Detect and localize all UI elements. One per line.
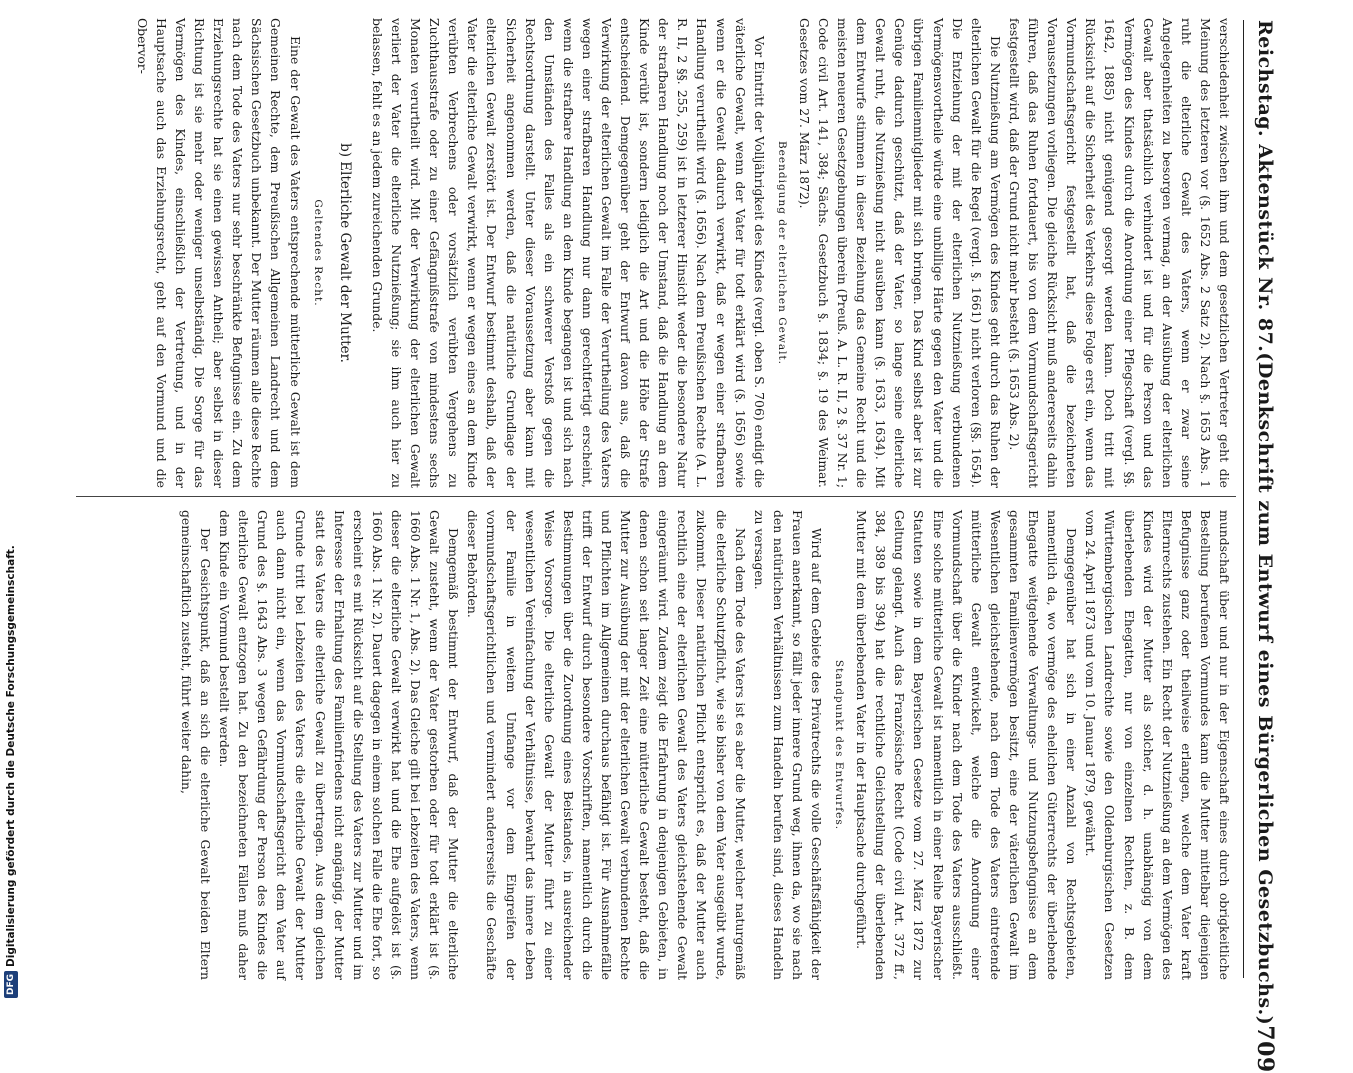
paragraph: mundschaft über und nur in der Eigenschaft eines durch obrigkeitliche Bestellung berufenen Vormundes kann die Mutter mittelbar diejenigen Befugnisse ganz oder theilweise erlangen, welche dem Vater kraft Elternrechts zustehen. Ein Recht der Nutznießung an dem Vermögen des Kindes wird der Mutter als solcher, d. h. unabhängig von dem überlebenden Ehegatten, nur von einzelnen Rechten, z. B. dem Württembergischen Landrechte sowie den Oldenburgischen Gesetzen vom 24. April 1873 und vom 10. Januar 1879, gewährt. (1083, 510, 1232, 980)
paragraph: Demgemäß bestimmt der Entwurf, daß der Mutter die elterliche Gewalt zusteht, wenn der Vater gestorben oder für todt erklärt ist (§. 1660 Abs. 1 Nr. 1, Abs. 2). Das Gleiche gilt bei Lebzeiten des Vaters, wenn dieser die elterliche Gewalt verwirkt hat und die Ehe aufgelöst ist (§. 1660 Abs. 1 Nr. 2). Dauert dagegen in einem solchen Falle die Ehe fort, so erscheint es mit Rücksicht auf die Stellung des Vaters zur Mutter und im Interesse der Erhaltung des Familienfriedens nicht angängig, der Mutter statt des Vaters die elterliche Gewalt zu übertragen. Aus dem gleichen Grunde tritt bei Lebzeiten des Vaters die elterliche Gewalt der Mutter auch dann nicht ein, wenn das Vormundschaftsgericht dem Vater auf Grund des §. 1643 Abs. 3 wegen Gefährdung der Person des Kindes die elterliche Gewalt entzogen hat. Zu den bezeichneten Fällen muß daher dem Kinde ein Vormund bestellt werden. (217, 510, 462, 980)
paragraph: Nach dem Tode des Vaters ist es aber die Mutter, welcher naturgemäß die elterliche Schutzpflicht, wie sie bisher von dem Vater ausgeübt wurde, zukommt. Dieser natürlichen Pflicht entspricht es, daß der Mutter auch rechtlich eine der elterlichen Gewalt des Vaters gleichstehende Gewalt eingeräumt wird. Zudem zeigt die Erfahrung in denjenigen Gebieten, in denen schon seit langer Zeit eine mütterliche Gewalt besteht, daß die Mutter zur Ausübung der mit der elterlichen Gewalt verbundenen Rechte und Pflichten im Allgemeinen durchaus befähigt ist. Für Ausnahmefälle trifft der Entwurf durch besondere Vorschriften, namentlich durch die Bestimmungen über die Zuordnung eines Beistandes, in ausreichender Weise Vorsorge. Die elterliche Gewalt der Mutter führt zu einer wesentlichen Vereinfachung der Verhältnisse, bewahrt das innere Leben der Familie in weitem Umfange vor dem Eingreifen der vormundschaftsgerichtlichen und vermindert andererseits die Geschäfte dieser Behörden. (465, 510, 748, 980)
running-head-subtitle: (Denkschrift zum Entwurf eines Bürgerlichen Gesetzbuchs.) (1254, 352, 1276, 1026)
running-head (1248, 20, 1282, 1073)
dfg-logo-icon: DFG (4, 971, 18, 998)
section-heading: b) Elterliche Gewalt der Mutter. (336, 143, 353, 363)
header-rule (1243, 20, 1244, 978)
paragraph: Wird auf dem Gebiete des Privatrechts die volle Geschäftsfähigkeit der Frauen anerkannt, so fällt jeder innere Grund weg, ihnen da, wo sie nach den natürlichen Verhältnissen zum Handeln berufen sind, dieses Handeln zu versagen. (751, 510, 825, 980)
paragraph: verschiedenheit zwischen ihm und dem gesetzlichen Vertreter geht die Meinung des letzteren vor (§. 1652 Abs. 2 Satz 2). Nach §. 1653 Abs. 1 ruht die elterliche Gewalt des Vaters, wenn er zwar seine Angelegenheiten zu besorgen vermag, an der Ausübung der elterlichen Gewalt aber thatsächlich verhindert ist und für die Person und das Vermögen des Kindes durch die Anordnung einer Pflegschaft (vergl. §§. 1642, 1885) nicht genügend gesorgt werden kann. Doch tritt mit Rücksicht auf die Sicherheit des Verkehrs diese Folge erst ein, wenn das Vormundschaftsgericht festgestellt hat, daß die bezeichneten Voraussetzungen vorliegen. Die gleiche Rücksicht muß andererseits dahin führen, daß das Ruhen fortdauert, bis von dem Vormundschaftsgericht festgestellt wird, daß der Grund nicht mehr besteht (§. 1653 Abs. 2). (1006, 18, 1232, 488)
side-heading: Geltendes Recht. (311, 199, 324, 307)
paragraph: Demgegenüber hat sich in einer Anzahl von Rechtsgebieten, namentlich da, wo vermöge des ehelichen Güterrechts der überlebende Ehegatte weitgehende Verwaltungs- und Nutzungsbefugnisse an dem gesammten Familienvermögen besitzt, eine der väterlichen Gewalt im Wesentlichen gleichstehende, nach dem Tode des Vaters eintretende mütterliche Gewalt entwickelt, welche die Anordnung einer Vormundschaft über die Kinder nach dem Tode des Vaters ausschließt. Eine solche mütterliche Gewalt ist namentlich in einer Reihe Bayerischer Statuten sowie in dem Bayerischen Gesetze vom 27. März 1872 zur Geltung gelangt. Auch das Französische Recht (Code civil Art. 372 ff., 384, 389 bis 394) hat die rechtliche Gleichstellung der überlebenden Mutter mit dem überlebenden Vater in der Hauptsache durchgeführt. (854, 510, 1080, 980)
credit-text: Digitalisierung gefördert durch die Deutsche Forschungsgemeinschaft. (5, 545, 17, 967)
digitization-credit (0, 545, 22, 1000)
paragraph: Die Nutznießung am Vermögen des Kindes geht durch das Ruhen der elterlichen Gewalt für die Regel (vergl. §. 1661) nicht verloren (§§. 1654). Die Entziehung der mit der elterlichen Nutznießung verbundenen Vermögensvortheile würde eine unbillige Härte gegen den Vater und die übrigen Familienmitglieder mit sich bringen. Das Kind selbst aber ist zur Genüge dadurch geschützt, daß der Vater, so lange seine elterliche Gewalt ruht, die Nutznießung nicht ausüben kann (§. 1633, 1634). Mit dem Entwurfe stimmen in dieser Beziehung das Gemeine Recht und die meisten neueren Gesetzgebungen überein (Preuß. A. L. R. II, 2 §. 37 Nr. 1; Code civil Art. 141, 384; Sächs. Gesetzbuch §. 1834; §. 19 des Weimar. Gesetzes vom 27. März 1872). (796, 18, 1003, 488)
side-heading: Standpunkt des Entwurfes. (833, 659, 846, 831)
paragraph: Vor Eintritt der Volljährigkeit des Kindes (vergl. oben S. 706) endigt die väterliche Gewalt, wenn der Vater für todt erklärt wird (§. 1656) sowie wenn er die Gewalt dadurch verwirkt, daß er wegen einer strafbaren Handlung verurtheilt wird (§. 1656). Nach dem Preußischen Rechte (A. L. R. II, 2 §§. 255, 259) ist in letzterer Hinsicht weder die besondere Natur der strafbaren Handlung noch der Umstand, daß die Handlung an dem Kinde verübt ist, sondern lediglich die Art und die Höhe der Strafe entscheidend. Demgegenüber geht der Entwurf davon aus, daß die Verwirkung der elterlichen Gewalt im Falle der Verurtheilung des Vaters wegen einer strafbaren Handlung nur dann gerechtfertigt erscheint, wenn die strafbare Handlung an dem Kinde begangen ist und sich nach den Umständen des Falles als ein schwerer Verstoß gegen die Rechtsordnung darstellt. Unter dieser Voraussetzung aber kann mit Sicherheit angenommen werden, daß die natürliche Grundlage der elterlichen Gewalt zerstört ist. Der Entwurf bestimmt deshalb, daß der Vater die elterliche Gewalt verwirkt, wenn er wegen eines an dem Kinde verübten Verbrechens oder vorsätzlich verübten Vergehens zu Zuchthausstrafe oder zu einer Gefängnißstrafe von mindestens sechs Monaten verurtheilt wird. Mit der Verwirkung der elterlichen Gewalt verliert der Vater die elterliche Nutznießung; sie ihm auch hier zu belassen, fehlt es an jedem zureichenden Grunde. (369, 18, 767, 488)
left-column (133, 18, 1234, 488)
running-head-title: Reichstag. Aktenstück Nr. 87. (1254, 20, 1276, 353)
right-column (177, 510, 1234, 980)
side-heading: Beendigung der elterlichen Gewalt. (775, 140, 788, 366)
column-divider (76, 496, 1236, 497)
page-number: 709 (1252, 1025, 1278, 1073)
paragraph: Der Gesichtspunkt, daß an sich die elterliche Gewalt beiden Eltern gemeinschaftlich zusteht, führt weiter dahin, (178, 510, 214, 980)
paragraph: Eine der Gewalt des Vaters entsprechende mütterliche Gewalt ist dem Gemeinen Rechte, dem Preußischen Allgemeinen Landrecht und dem Sächsischen Gesetzbuch unbekannt. Der Mutter räumen alle diese Rechte nach dem Tode des Vaters nur sehr beschränkte Befugnisse ein. Zu dem Erziehungsrechte hat sie einen gewissen Antheil; aber selbst in dieser Richtung ist sie mehr oder weniger unselbständig. Die Sorge für das Vermögen des Kindes, einschließlich der Vertretung, und in der Hauptsache auch das Erziehungsrecht, geht auf den Vormund und die Obervor- (134, 18, 303, 488)
